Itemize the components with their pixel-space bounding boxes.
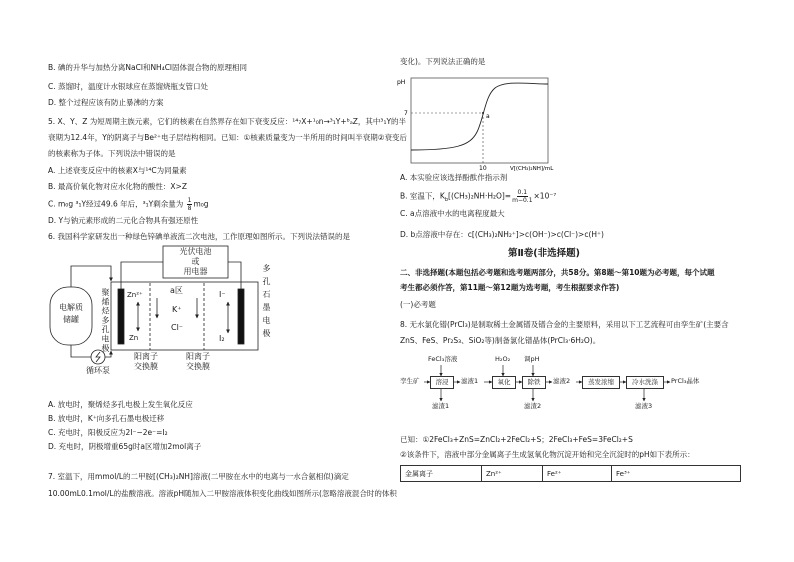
q6-stem: 6. 我国科学家研发出一种绿色锌碘单液流二次电池，工作原理如图所示。下列说法错误的是 <box>48 232 351 241</box>
left-electrode-label: 聚烯烃多孔电极 <box>101 288 110 354</box>
q5-option-b: B. 最高价氧化物对应水化物的酸性：X>Z <box>48 182 187 191</box>
wire-left <box>121 262 163 289</box>
table-header-cell: Fe³⁺ <box>612 466 741 482</box>
flow-reagent2: H₂O₂ <box>495 355 511 363</box>
q8-known2: ②该条件下，溶液中部分金属离子生成氢氧化物沉淀开始和完全沉淀时的pH如下表所示： <box>400 450 695 459</box>
q4-option-d: D. 整个过程应该有防止暴沸的方案 <box>48 98 164 107</box>
zn-ion-label: Zn²⁺ <box>127 291 143 299</box>
graph-x-label: V[(CH₃)₂NH]/mL <box>510 166 554 172</box>
q5-option-c <box>48 197 209 212</box>
tank-label-line2: 储罐 <box>63 315 79 324</box>
table-header-cell: Zn²⁺ <box>482 466 543 482</box>
flow-product: PrCl₃晶体 <box>671 377 700 385</box>
q7-option-d: D. b点溶液中存在：c[(CH₃)₂NH₂⁺]>c(OH⁻)>c(Cl⁻)>c(H⁺) <box>400 230 604 239</box>
q4-option-b: B. 碘的升华与加热分离NaCl和NH₄Cl固体混合物的原理相同 <box>48 63 248 72</box>
right-electrode-label: 多孔石墨电极 <box>262 264 271 342</box>
titration-curve <box>411 83 548 150</box>
wire-right <box>228 262 241 289</box>
graph-frame <box>411 78 548 163</box>
flow-filtrate2: 滤液2 <box>553 377 571 385</box>
graph-y-label: pH <box>397 79 406 86</box>
q4-option-c: C. 蒸馏时，温度计水银球应在蒸馏烧瓶支管口处 <box>48 82 209 91</box>
flow-step-evaporate: 蒸发浓缩 <box>582 376 620 389</box>
part2-subsection: (一)必考题 <box>400 300 436 309</box>
pipe-bottom-left <box>71 345 91 357</box>
iodine-label: I₂ <box>219 334 225 343</box>
q5-option-d: D. Y与钠元素形成的二元化合物具有强还原性 <box>48 216 199 225</box>
iodide-label: I⁻ <box>219 290 226 299</box>
point-a-marker <box>482 112 484 114</box>
q7-option-b-prefix: B. 室温下，K <box>400 191 445 201</box>
q7-option-b-suffix: ×10⁻⁷ <box>533 191 557 201</box>
q7-stem-line1: 7. 室温下，用mmol/L的二甲胺[(CH₃)₂NH]溶液(二甲胺在水中的电离与一水合氨相似)滴定 <box>48 472 349 481</box>
metal-ion-table <box>400 465 741 482</box>
flow-filtrate3: 滤液3 <box>635 402 653 410</box>
part2-title: 第Ⅱ卷(非选择题) <box>508 248 580 259</box>
q5-option-a: A. 上述衰变反应中的核素X与¹⁴C为同量素 <box>48 166 187 175</box>
flow-raw-material: 孪生矿 <box>400 377 420 385</box>
q5-option-c-prefix: C. m₀g ³₁Y经过49.6 年后，³₁Y剩余量为 <box>48 199 184 209</box>
q7-option-a: A. 本实验应该选择酚酞作指示剂 <box>400 173 508 182</box>
q5-stem-line3: 的核素称为子体。下列说法中错误的是 <box>48 149 176 158</box>
pipe-top <box>71 266 111 287</box>
membrane-left-label-2: 交换膜 <box>134 362 158 371</box>
power-box-line3: 用电器 <box>183 267 208 276</box>
part2-intro-line2: 考生都必须作答，第11题～第12题为选考题，考生根据要求作答) <box>400 283 620 292</box>
zn-label: Zn <box>129 334 139 342</box>
q6-option-b: B. 放电时，K⁺向多孔石墨电极迁移 <box>48 414 165 423</box>
q6-option-c: C. 充电时，阳极反应为2I⁻−2e⁻=I₂ <box>48 428 168 437</box>
part2-intro-line1: 二、非选择题(本题包括必考题和选考题两部分，共58分。第8题～第10题为必考题，每个试题 <box>400 268 715 277</box>
graph-point-a: a <box>486 113 490 120</box>
q8-stem-line1: 8. 无水氯化镨(PrCl₃)是制取稀土金属镨及镨合金的主要原料，采用以下工艺流程可由孪生矿(主要含 <box>400 320 729 329</box>
q7-option-b-mid: [(CH₃)₂NH·H₂O]= <box>448 191 512 201</box>
q6-option-a: A. 放电时，聚烯烃多孔电极上发生氧化反应 <box>48 400 193 409</box>
titration-graph <box>397 78 554 172</box>
graph-x-tick: 10 <box>479 165 487 172</box>
q7-stem-line3: 变化)。下列说法正确的是 <box>400 57 486 66</box>
fraction <box>187 197 193 212</box>
membrane-left-label-1: 阳离子 <box>134 352 158 361</box>
power-box-line2: 或 <box>191 257 200 266</box>
power-box-line1: 光伏电池 <box>179 247 212 256</box>
lightning-icon <box>96 352 100 362</box>
fraction-denominator: 8 <box>187 205 192 212</box>
flow-step-remove-iron: 除铁 <box>522 376 546 389</box>
flow-residue2: 滤渣2 <box>524 402 542 410</box>
cl-ion-label: Cl⁻ <box>171 323 184 332</box>
k-ion-label: K⁺ <box>172 305 182 314</box>
table-header-cell: 金属离子 <box>401 466 482 482</box>
flow-step-wash: 冷水洗涤 <box>626 376 664 389</box>
q7-option-b-subscript: b <box>444 197 449 203</box>
flow-reagent1: FeCl₃溶液 <box>428 355 458 363</box>
fraction-numerator: 0.1 <box>517 189 528 196</box>
flow-residue1: 滤渣1 <box>432 402 450 410</box>
fraction-denominator: m−0.1 <box>512 197 533 204</box>
fraction <box>512 189 532 204</box>
flow-filtrate1: 滤液1 <box>461 377 479 385</box>
flow-reagent3: 调pH <box>524 355 540 363</box>
q5-stem-line1: 5. X、Y、Z 为短周期主族元素，它们的核素在自然界存在如下衰变反应：¹⁴₇X+¹₀n→³₁Y+ᵇₐZ，其中³₁Y的半 <box>48 117 407 126</box>
q5-stem-line2: 衰期为12.4年，Y的阴离子与Be²⁺电子层结构相同。已知：①核素质量变为一半所用的时间叫半衰期②衰变后 <box>48 133 407 142</box>
tank-label-line1: 电解质 <box>59 303 83 312</box>
zone-label: a区 <box>170 286 183 295</box>
graph-y-tick: 7 <box>404 110 408 117</box>
flow-step-leach: 溶浸 <box>430 376 454 389</box>
table-header-cell: Fe²⁺ <box>543 466 612 482</box>
membrane-right-label-2: 交换膜 <box>186 362 210 371</box>
q7-option-b <box>400 189 556 205</box>
pump-label: 循环泵 <box>86 366 110 375</box>
q5-option-c-suffix: m₀g <box>193 199 209 209</box>
right-electrode-plate <box>238 289 244 344</box>
q7-option-c: C. a点溶液中水的电离程度最大 <box>400 209 505 218</box>
q8-stem-line2: ZnS、FeS、Pr₂S₃、SiO₂等)制备氯化镨晶体(PrCl₃·6H₂O)。 <box>400 336 601 345</box>
q7-stem-line2: 10.00mL0.1mol/L的盐酸溶液。溶液pH随加入二甲胺溶液体积变化曲线如图所示(忽略溶液混合时的体积 <box>48 489 397 498</box>
q8-known1: 已知：①2FeCl₃+ZnS=ZnCl₂+2FeCl₂+S；2FeCl₃+FeS=3FeCl₂+S <box>400 435 633 444</box>
table-row <box>401 466 741 482</box>
membrane-right-label-1: 阳离子 <box>186 352 210 361</box>
left-electrode-plate <box>118 289 124 344</box>
flow-step-oxidize: 氧化 <box>492 376 516 389</box>
fraction-numerator: 1 <box>187 197 192 204</box>
q6-option-d: D. 充电时，阴极增重65g时a区增加2mol离子 <box>48 442 202 451</box>
